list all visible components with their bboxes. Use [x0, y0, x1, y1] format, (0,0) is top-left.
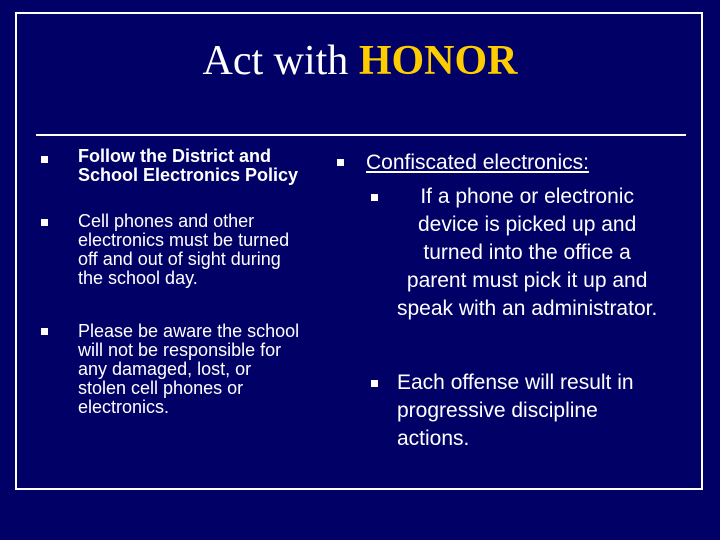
left-item-line: off and out of sight during	[78, 249, 281, 269]
right-item-line: device is picked up and	[417, 213, 637, 236]
left-item-line: electronics must be turned	[78, 230, 290, 250]
right-item-line: parent must pick it up and	[406, 269, 648, 292]
left-item-line: Please be aware the school	[78, 321, 300, 341]
right-item-line: progressive discipline	[397, 399, 598, 422]
right-heading: Confiscated electronics:	[366, 151, 589, 174]
title-divider	[36, 134, 686, 136]
right-item-offense	[397, 369, 634, 453]
sub-bullet-square-icon	[371, 194, 378, 201]
left-item-line: Cell phones and other	[78, 211, 255, 231]
left-item-line: will not be responsible for	[78, 340, 282, 360]
left-item-responsibility	[78, 322, 299, 417]
right-item-line: actions.	[397, 427, 470, 450]
left-item-line: School Electronics Policy	[78, 165, 299, 185]
right-item-line: Each offense will result in	[397, 371, 634, 394]
bullet-square-icon	[41, 156, 48, 163]
sub-bullet-square-icon	[371, 380, 378, 387]
right-item-line: speak with an administrator.	[397, 297, 658, 320]
bullet-square-icon	[41, 219, 48, 226]
left-item-policy	[78, 147, 298, 185]
left-item-cell-phones	[78, 212, 289, 288]
right-item-line: turned into the office a	[423, 241, 631, 264]
title-accent: HONOR	[358, 38, 518, 84]
left-item-line: the school day.	[78, 268, 198, 288]
right-item-pickup	[397, 183, 657, 323]
bullet-square-icon	[41, 328, 48, 335]
left-item-line: stolen cell phones or	[78, 378, 244, 398]
left-item-line: any damaged, lost, or	[78, 359, 252, 379]
left-item-line: electronics.	[78, 397, 170, 417]
title-plain: Act with	[202, 38, 359, 84]
slide-title	[0, 36, 720, 86]
right-item-line: If a phone or electronic	[420, 185, 634, 208]
left-item-line: Follow the District and	[78, 146, 272, 166]
bullet-square-icon	[337, 159, 344, 166]
